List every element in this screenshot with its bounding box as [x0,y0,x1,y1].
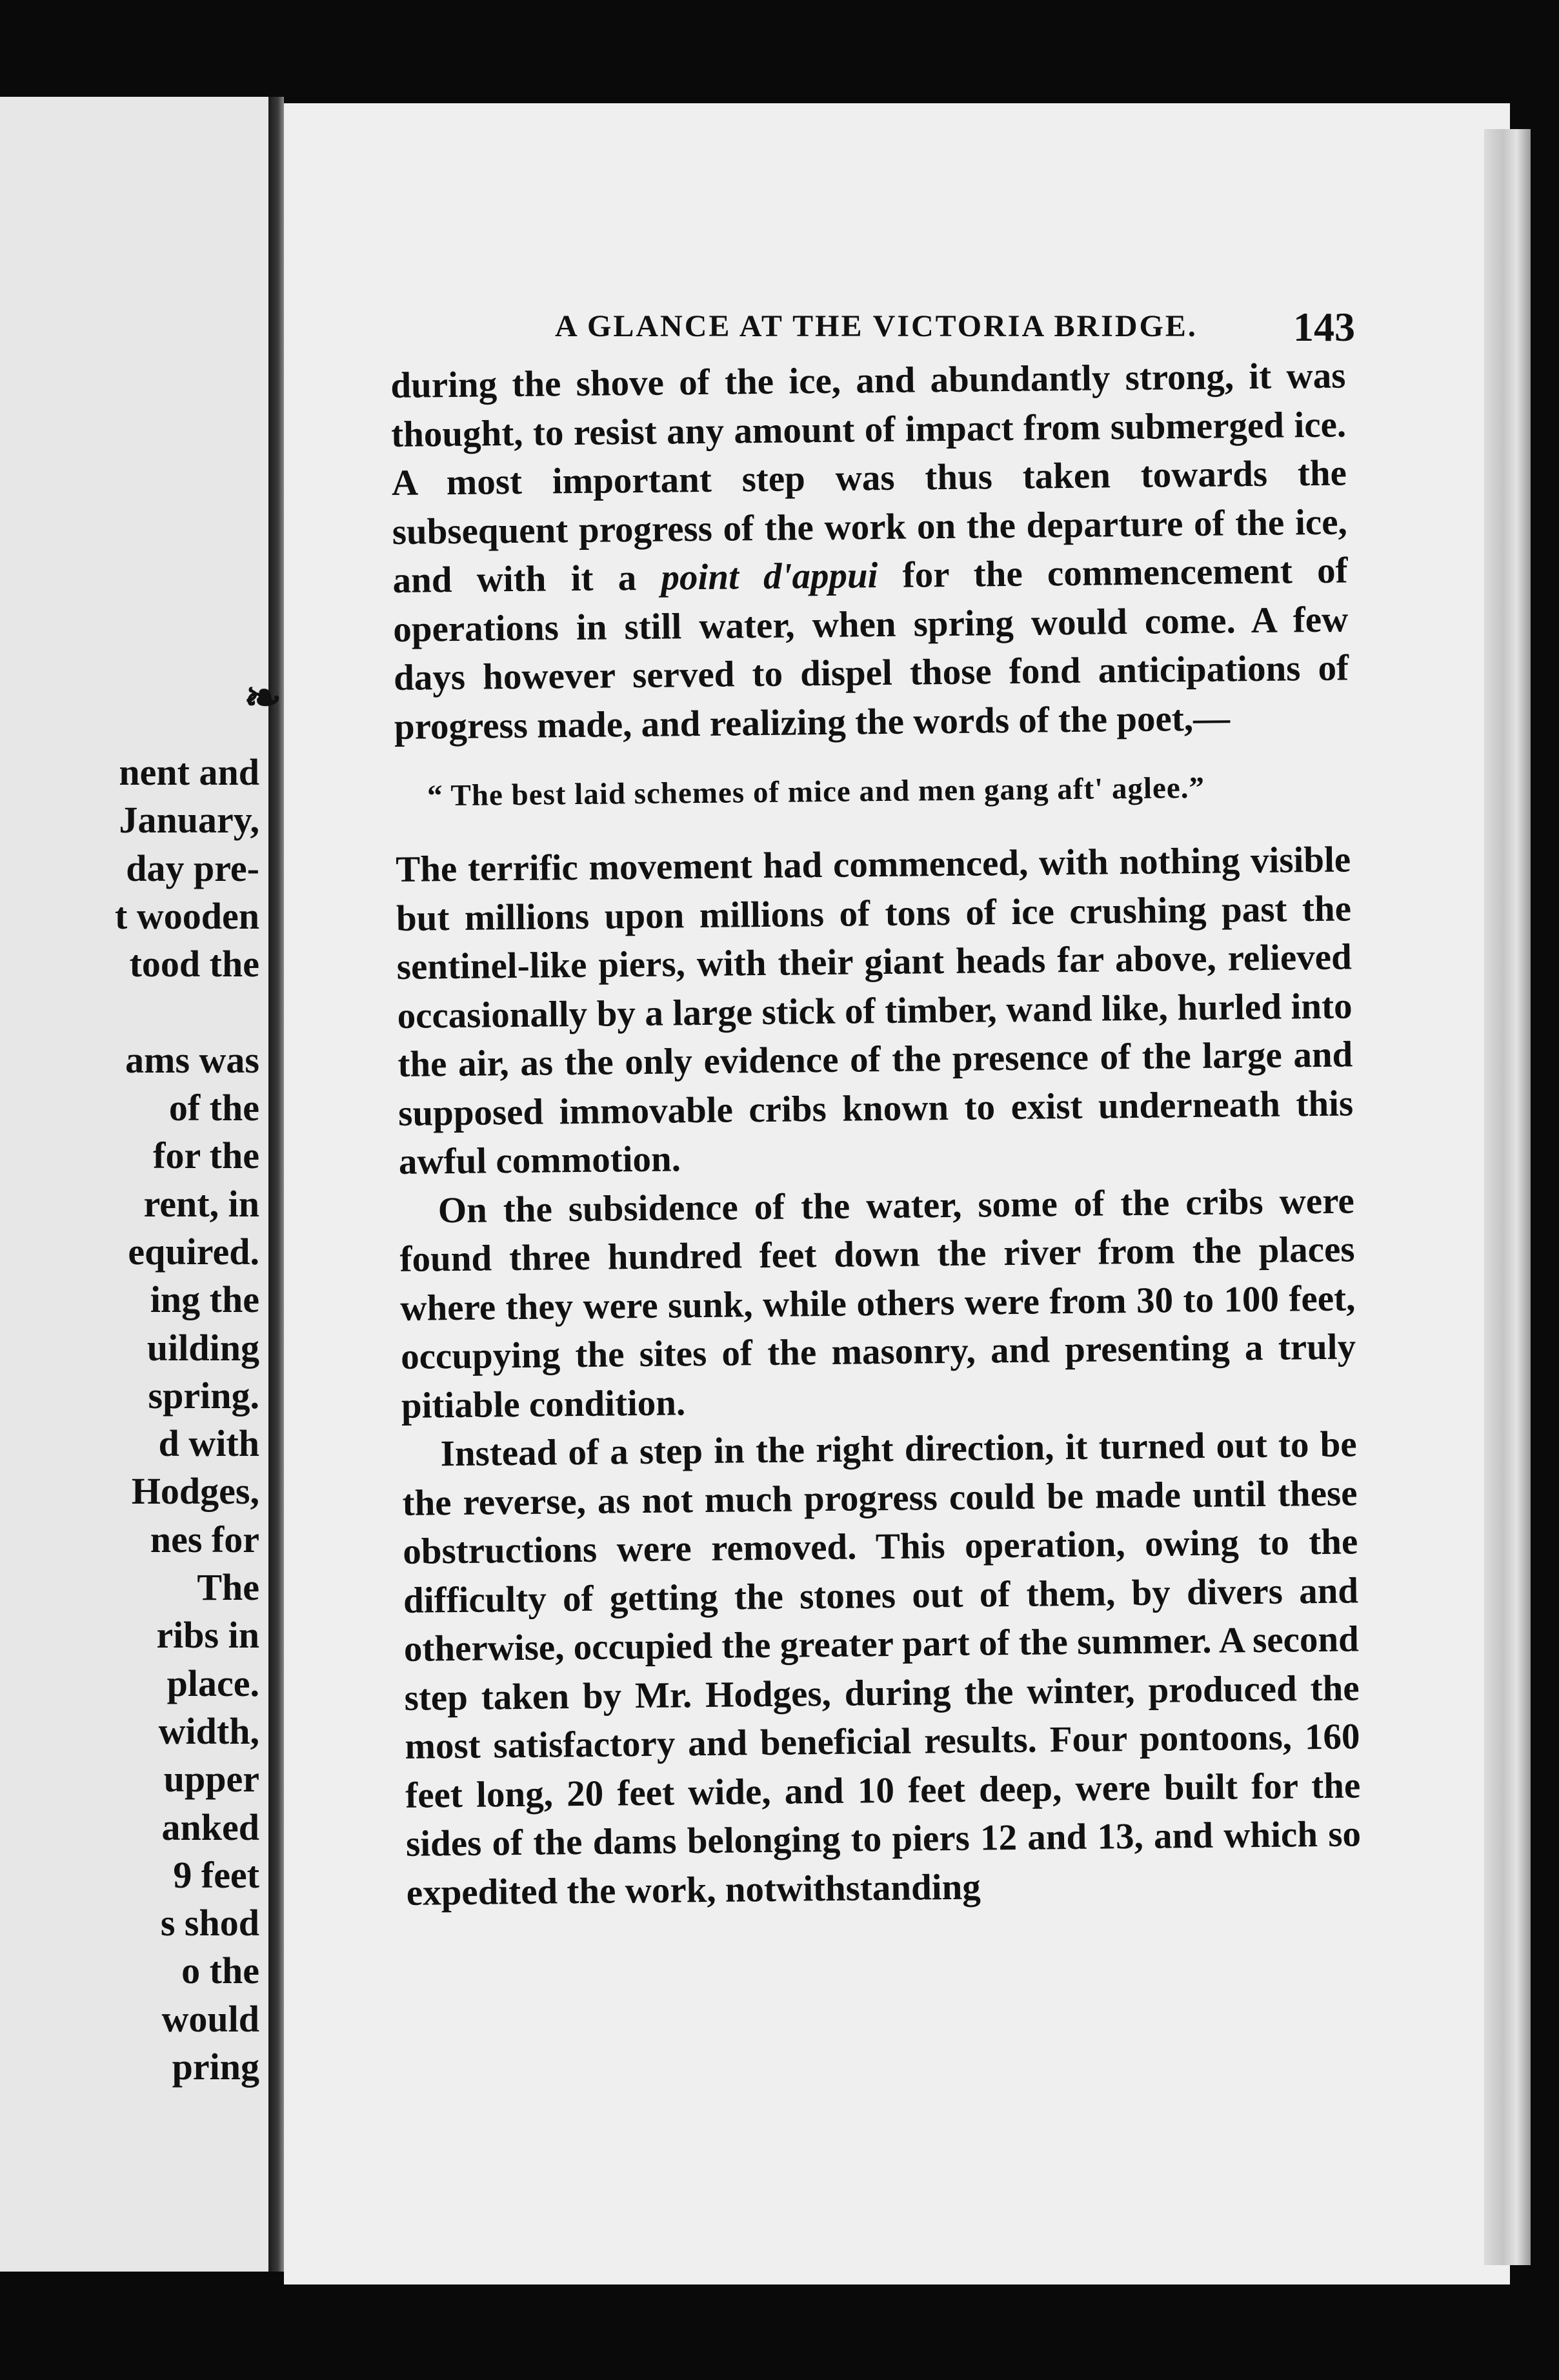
paragraph-4: Instead of a step in the right direction, it turned out to be the reverse, as not much progress could be made until these obstructions were removed. This operation, owing to the difficulty of getting the stones out of them, by divers and otherwise, occupied the greater part of the summer. A second step taken by Mr. Hodges, during the winter, produced the most satisfactory and beneficial results. Four pontoons, 160 feet long, 20 feet wide, and 10 feet deep, were built for the sides of the dams belonging to piers 12 and 13, and which so expedited the work, notwithstanding [402,1424,1362,1913]
page-body [390,352,1362,1917]
left-page-line: would [161,1997,259,2040]
page-number: 143 [1293,304,1355,350]
left-page-line: t wooden [115,894,259,937]
left-page-line: uilding [146,1326,259,1369]
block-quote: “ The best laid schemes of mice and men gang aft' aglee.” [427,771,1205,813]
left-page-line: ribs in [156,1614,259,1657]
left-page-line: d with [158,1422,259,1465]
left-page-line: The [197,1566,259,1609]
left-page-line: upper [163,1758,259,1800]
left-page-text [115,749,259,2091]
page-edge [1484,129,1531,2265]
left-page-line: January, [119,799,259,842]
left-page-line: nent and [119,751,259,793]
left-page-line: rent, in [143,1182,259,1225]
running-head: A GLANCE AT THE VICTORIA BRIDGE. [555,309,1198,343]
paragraph-2: The terrific movement had commenced, with nothing visible but millions upon millions of tons of ice crushing past the sentinel-like piers, with their giant heads far above, relieved occasionally by a large stick of timber, wand like, hurled into the air, as the only evidence of the presence of the large and supposed immovable cribs known to exist underneath this awful commotion. [395,839,1354,1182]
italic-phrase: point d'appui [661,555,878,598]
page-header [555,303,1355,355]
left-page-line: ams was [125,1038,259,1081]
left-page-line: width, [158,1709,259,1752]
left-page-line: spring. [148,1374,259,1417]
left-page-line: pring [172,2046,259,2088]
left-page-line: anked [161,1806,259,1848]
left-page-line: day pre- [126,847,259,889]
left-page [0,97,271,2272]
left-page-line [115,988,259,1036]
left-page-line: for the [153,1135,259,1177]
paragraph-3: On the subsidence of the water, some of the cribs were found three hundred feet down the river from the places where they were sunk, while others were from 30 to 100 feet, occupying the sites of the masonry, and presenting a truly pitiable condition. [399,1180,1356,1426]
book-gutter [268,97,284,2272]
left-page-line: tood the [129,943,259,985]
left-page-line: place. [166,1662,259,1704]
left-page-line: equired. [128,1230,259,1273]
binding-mark: ❧ [244,674,282,723]
left-page-line: s shod [160,1902,259,1944]
left-page-line: 9 feet [173,1853,259,1896]
left-page-line: of the [168,1087,259,1129]
paragraph-1: during the shove of the ice, and abundantly strong, it was thought, to resist any amount of impact from submerged ice. A most important step was thus taken towards the subsequent progress of the work on the departure of the ice, and with it a point d'appui for the commencement of operations in still water, when spring would come. A few days however served to dispel those fond anticipations of progress made, and realizing the words of the poet,— [390,355,1349,747]
left-page-line: o the [181,1950,259,1992]
left-page-line: ing the [150,1278,259,1321]
left-page-line: Hodges, [131,1470,259,1513]
left-page-line: nes for [150,1518,259,1560]
